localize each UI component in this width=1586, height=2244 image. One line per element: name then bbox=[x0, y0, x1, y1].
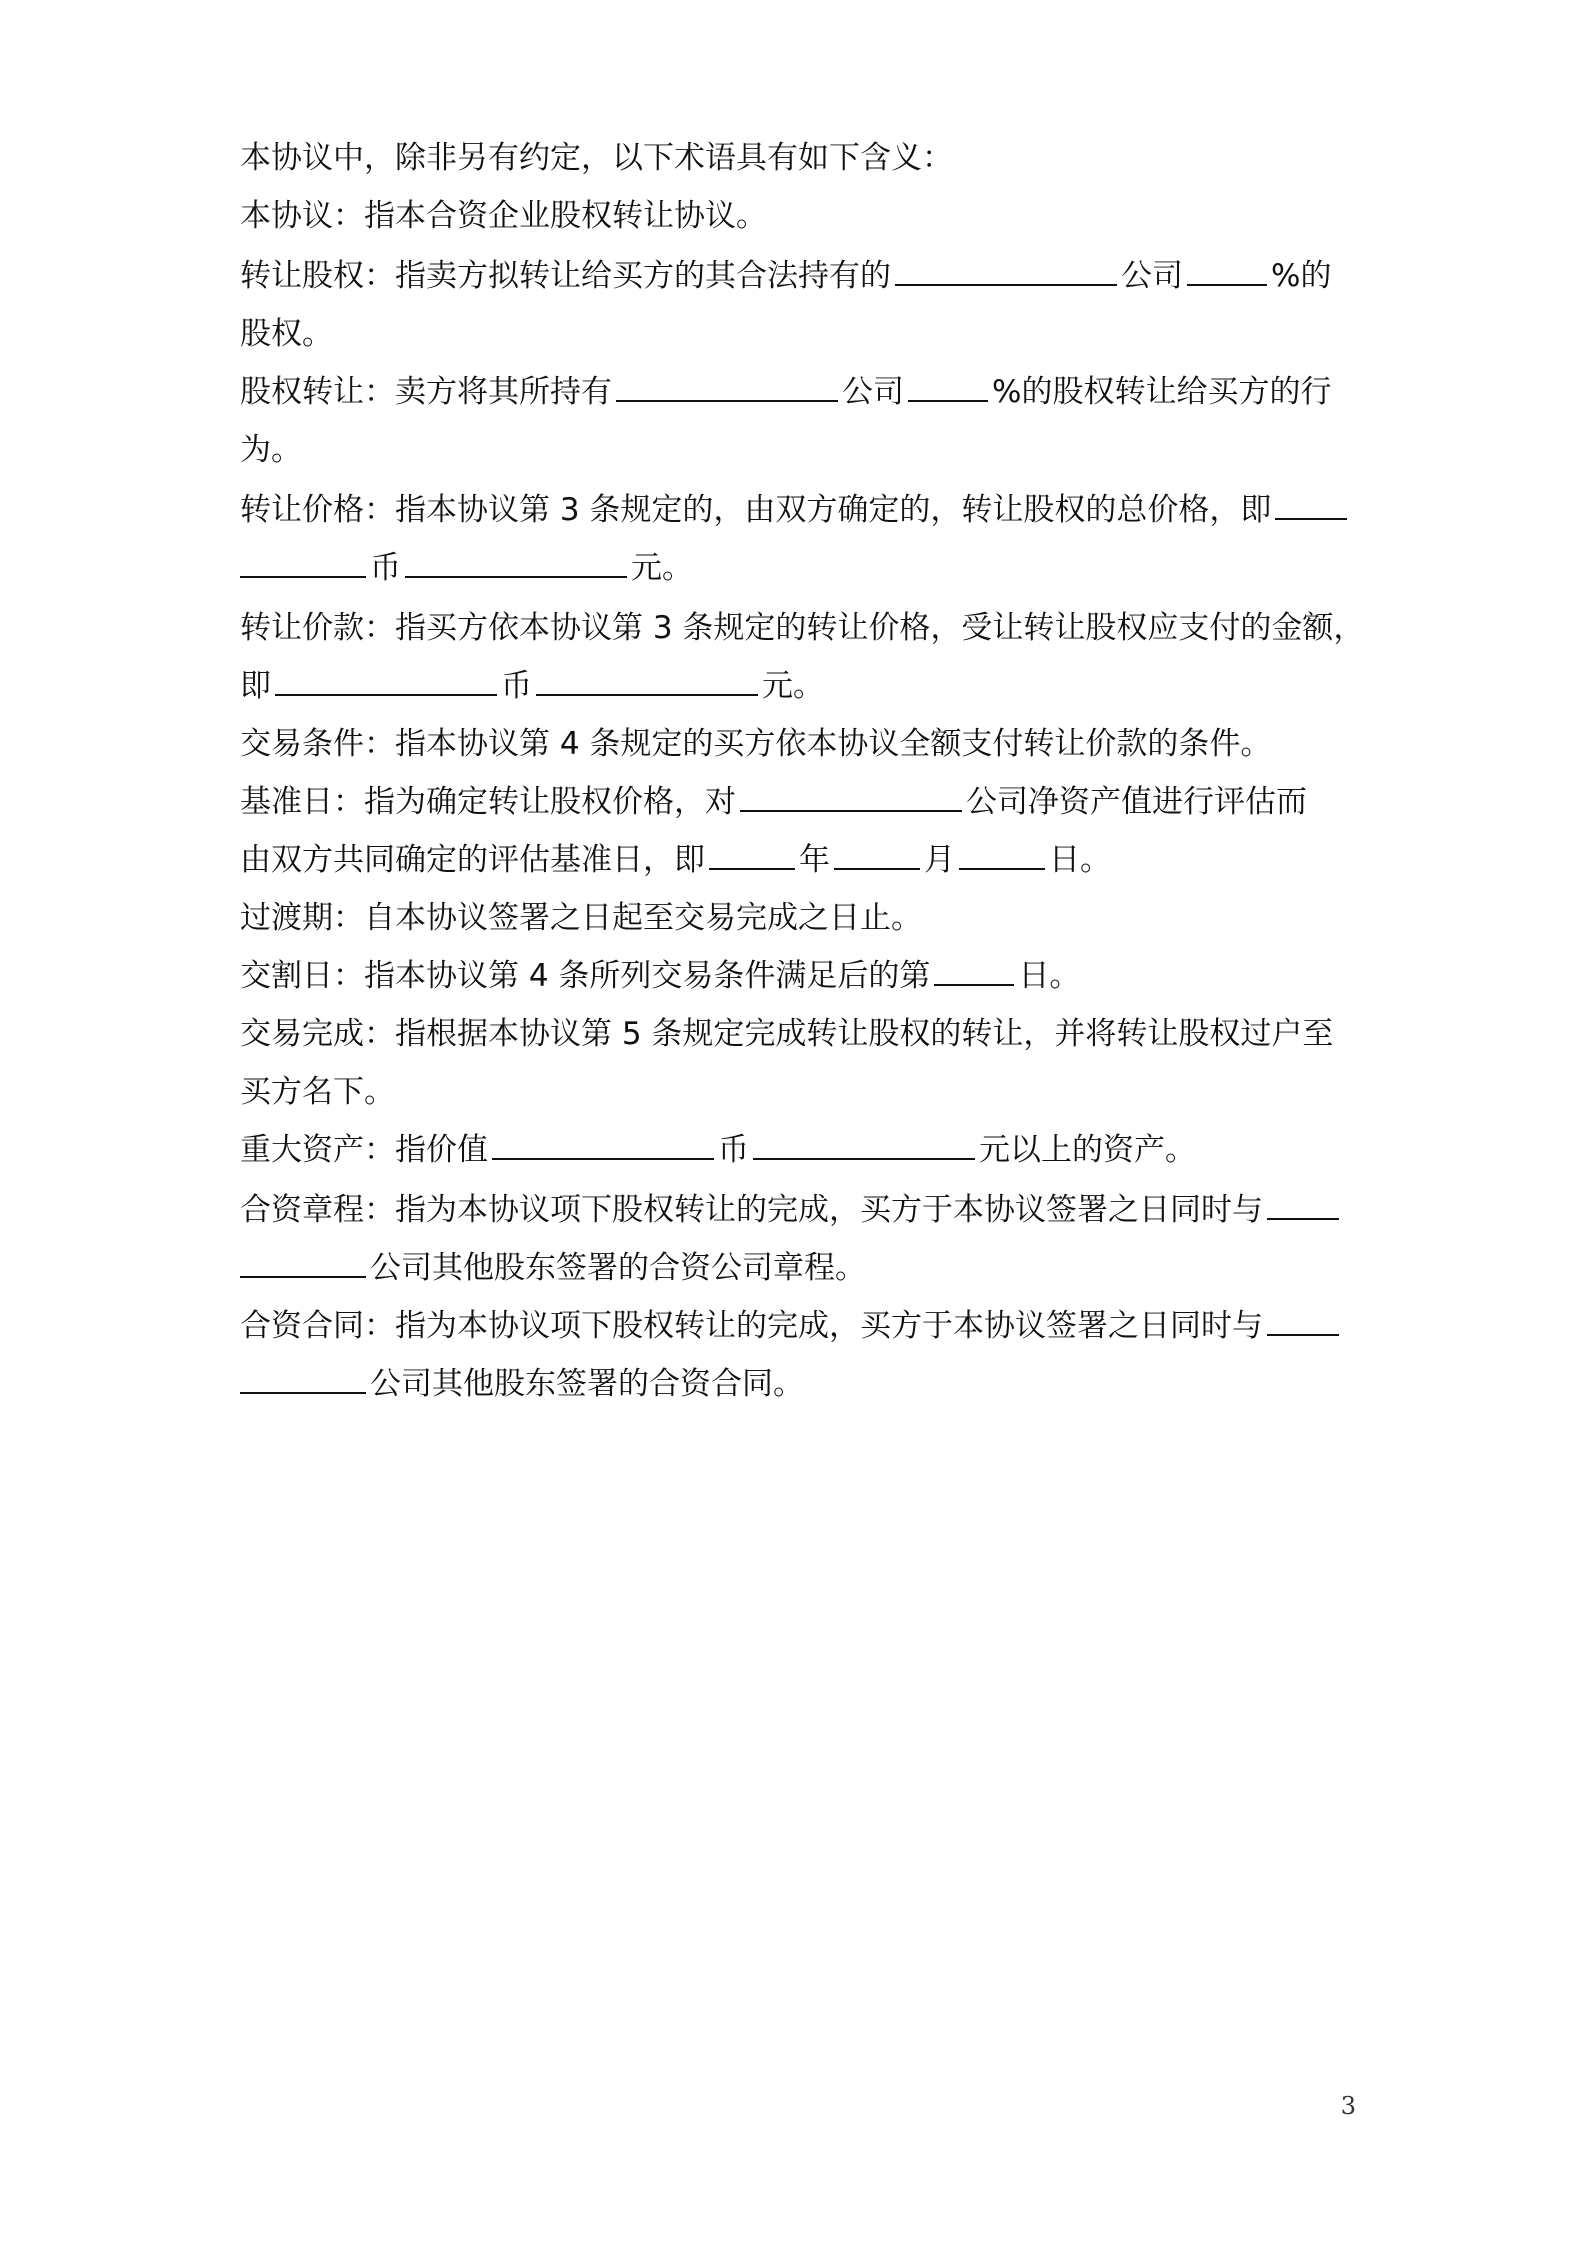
def-trade-completion-line2: 买方名下。 bbox=[240, 1074, 395, 1110]
def-trade-conditions: 交易条件：指本协议第 4 条规定的买方依本协议全额支付转让价款的条件。 bbox=[240, 726, 1272, 762]
def-equity-transfer-line1: 股权转让：卖方将其所持有 公司 %的股权转让给买方的行 bbox=[240, 374, 1332, 410]
blank-field bbox=[753, 1130, 975, 1160]
blank-field bbox=[240, 1364, 366, 1394]
intro-line: 本协议中，除非另有约定，以下术语具有如下含义： bbox=[240, 140, 953, 176]
blank-field bbox=[934, 956, 1014, 986]
blank-field bbox=[1267, 1306, 1339, 1336]
blank-field bbox=[895, 256, 1117, 286]
def-equity-transfer-line2: 为。 bbox=[240, 432, 302, 468]
def-jv-articles-line1: 合资章程：指为本协议项下股权转让的完成，买方于本协议签署之日同时与 bbox=[240, 1186, 1343, 1234]
blank-field bbox=[492, 1130, 714, 1160]
def-transfer-price-line1: 转让价格：指本协议第 3 条规定的，由双方确定的，转让股权的总价格，即 bbox=[240, 486, 1351, 534]
def-base-date-line1: 基准日：指为确定转让股权价格，对 公司净资产值进行评估而 bbox=[240, 784, 1307, 820]
blank-field bbox=[740, 782, 962, 812]
blank-field bbox=[616, 372, 838, 402]
def-transfer-equity-line2: 股权。 bbox=[240, 316, 333, 352]
blank-field bbox=[959, 840, 1045, 870]
def-transfer-payment-line1: 转让价款：指买方依本协议第 3 条规定的转让价格，受让转让股权应支付的金额， bbox=[240, 610, 1365, 646]
blank-field bbox=[908, 372, 988, 402]
def-base-date-line2: 由双方共同确定的评估基准日，即 年 月 日。 bbox=[240, 842, 1111, 878]
def-transfer-payment-line2: 即 币 元。 bbox=[240, 668, 824, 704]
def-transfer-equity-line1: 转让股权：指卖方拟转让给买方的其合法持有的 公司 %的 bbox=[240, 258, 1332, 294]
blank-field bbox=[275, 666, 497, 696]
blank-field bbox=[1187, 256, 1267, 286]
def-transfer-price-line2: 币 元。 bbox=[240, 544, 693, 592]
blank-field bbox=[834, 840, 920, 870]
def-transition-period: 过渡期：自本协议签署之日起至交易完成之日止。 bbox=[240, 900, 922, 936]
def-closing-date: 交割日：指本协议第 4 条所列交易条件满足后的第 日。 bbox=[240, 958, 1081, 994]
blank-field bbox=[240, 548, 366, 578]
blank-field bbox=[536, 666, 758, 696]
blank-field bbox=[240, 1248, 366, 1278]
blank-field bbox=[709, 840, 795, 870]
blank-field bbox=[1267, 1190, 1339, 1220]
blank-field bbox=[1275, 490, 1347, 520]
def-jv-contract-line1: 合资合同：指为本协议项下股权转让的完成，买方于本协议签署之日同时与 bbox=[240, 1302, 1343, 1350]
def-jv-contract-line2: 公司其他股东签署的合资合同。 bbox=[240, 1360, 804, 1408]
def-jv-articles-line2: 公司其他股东签署的合资公司章程。 bbox=[240, 1244, 866, 1292]
def-agreement: 本协议：指本合资企业股权转让协议。 bbox=[240, 198, 767, 234]
blank-field bbox=[405, 548, 627, 578]
def-trade-completion-line1: 交易完成：指根据本协议第 5 条规定完成转让股权的转让，并将转让股权过户至 bbox=[240, 1016, 1334, 1052]
def-major-assets: 重大资产：指价值 币 元以上的资产。 bbox=[240, 1132, 1196, 1168]
page-number: 3 bbox=[1340, 2092, 1356, 2120]
